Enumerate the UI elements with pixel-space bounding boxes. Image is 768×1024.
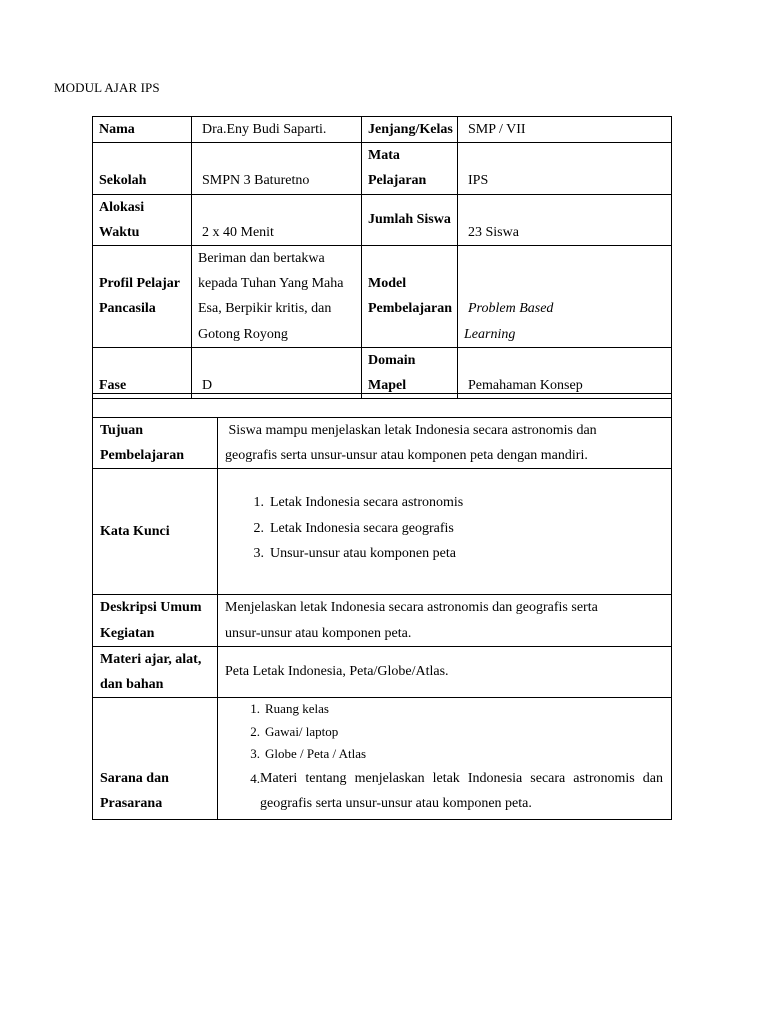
domain-label-line: Mapel bbox=[368, 378, 407, 394]
jenjang-value: SMP / VII bbox=[458, 117, 672, 143]
mapel-label-line: Mata bbox=[368, 148, 400, 164]
sarana-label bbox=[93, 698, 218, 820]
profil-value bbox=[192, 246, 362, 348]
spacer-row bbox=[93, 394, 672, 418]
profil-label bbox=[93, 246, 192, 348]
document-title: MODUL AJAR IPS bbox=[54, 80, 160, 95]
sarana-label-line: Prasarana bbox=[100, 796, 163, 812]
materi-label-line: Materi ajar, alat, bbox=[100, 651, 202, 667]
sarana-list bbox=[220, 698, 663, 816]
sarana-label-line: Sarana dan bbox=[100, 770, 169, 786]
jumlah-label: Jumlah Siswa bbox=[362, 194, 458, 245]
fase-value: D bbox=[192, 347, 362, 398]
materi-label bbox=[93, 646, 218, 697]
tujuan-line: geografis serta unsur-unsur atau komponen peta dengan mandiri. bbox=[225, 448, 588, 464]
profil-value-line: Esa, Berpikir kritis, dan bbox=[198, 301, 332, 317]
sekolah-label: Sekolah bbox=[93, 143, 192, 194]
kata-kunci-label: Kata Kunci bbox=[93, 469, 218, 595]
profil-label-line: Profil Pelajar bbox=[99, 276, 180, 292]
list-item: 2. Letak Indonesia secara geografis bbox=[253, 520, 454, 536]
jumlah-value: 23 Siswa bbox=[458, 194, 672, 245]
tujuan-label bbox=[93, 418, 218, 469]
tujuan-label-line: Tujuan bbox=[100, 423, 144, 438]
deskripsi-line: Menjelaskan letak Indonesia secara astronomis dan geografis serta bbox=[225, 600, 598, 616]
tujuan-line: Siswa mampu menjelaskan letak Indonesia secara astronomis dan bbox=[225, 423, 597, 438]
deskripsi-label-line: Deskripsi Umum bbox=[100, 600, 202, 616]
profil-value-line: kepada Tuhan Yang Maha bbox=[198, 276, 344, 292]
profil-value-line: Gotong Royong bbox=[198, 326, 288, 342]
deskripsi-value bbox=[218, 595, 672, 646]
domain-value: Pemahaman Konsep bbox=[458, 347, 672, 398]
domain-label bbox=[362, 347, 458, 398]
mapel-label bbox=[362, 143, 458, 194]
domain-label-line: Domain bbox=[368, 352, 416, 368]
kata-kunci-value bbox=[218, 469, 672, 595]
profil-value-line: Beriman dan bertakwa bbox=[198, 251, 325, 267]
alokasi-label-line: Waktu bbox=[99, 224, 140, 240]
list-item: 1. Ruang kelas bbox=[250, 701, 329, 717]
nama-label: Nama bbox=[93, 117, 192, 143]
mapel-label-line: Pelajaran bbox=[368, 173, 427, 189]
list-item: 4. Materi tentang menjelaskan letak Indonesia secara astronomis dan geografis serta unsur-unsur atau komponen peta. bbox=[250, 770, 663, 811]
model-label-line: Pembelajaran bbox=[368, 301, 452, 317]
model-value bbox=[458, 246, 672, 348]
model-value-line: Problem Based bbox=[468, 301, 554, 317]
model-value-line: Learning bbox=[464, 326, 516, 342]
tujuan-label-line: Pembelajaran bbox=[100, 448, 184, 464]
identity-table bbox=[92, 116, 672, 399]
tujuan-value bbox=[218, 418, 672, 469]
model-label bbox=[362, 246, 458, 348]
list-item: 1. Letak Indonesia secara astronomis bbox=[253, 495, 464, 511]
alokasi-label-line: Alokasi bbox=[99, 199, 145, 215]
materi-value: Peta Letak Indonesia, Peta/Globe/Atlas. bbox=[218, 646, 672, 697]
profil-label-line: Pancasila bbox=[99, 301, 156, 317]
list-item: 2. Gawai/ laptop bbox=[250, 723, 339, 739]
jenjang-label: Jenjang/Kelas bbox=[362, 117, 458, 143]
list-item: 3. Unsur-unsur atau komponen peta bbox=[253, 545, 456, 561]
deskripsi-line: unsur-unsur atau komponen peta. bbox=[225, 625, 412, 641]
fase-label: Fase bbox=[93, 347, 192, 398]
model-label-line: Model bbox=[368, 276, 407, 292]
details-table bbox=[92, 393, 672, 820]
deskripsi-label-line: Kegiatan bbox=[100, 625, 155, 641]
list-item: 3. Globe / Peta / Atlas bbox=[250, 746, 367, 762]
alokasi-label bbox=[93, 194, 192, 245]
materi-label-line: dan bahan bbox=[100, 677, 164, 693]
sekolah-value: SMPN 3 Baturetno bbox=[192, 143, 362, 194]
kata-kunci-list bbox=[242, 490, 665, 566]
mapel-value: IPS bbox=[458, 143, 672, 194]
alokasi-value: 2 x 40 Menit bbox=[192, 194, 362, 245]
deskripsi-label bbox=[93, 595, 218, 646]
sarana-value bbox=[218, 698, 672, 820]
nama-value: Dra.Eny Budi Saparti. bbox=[192, 117, 362, 143]
